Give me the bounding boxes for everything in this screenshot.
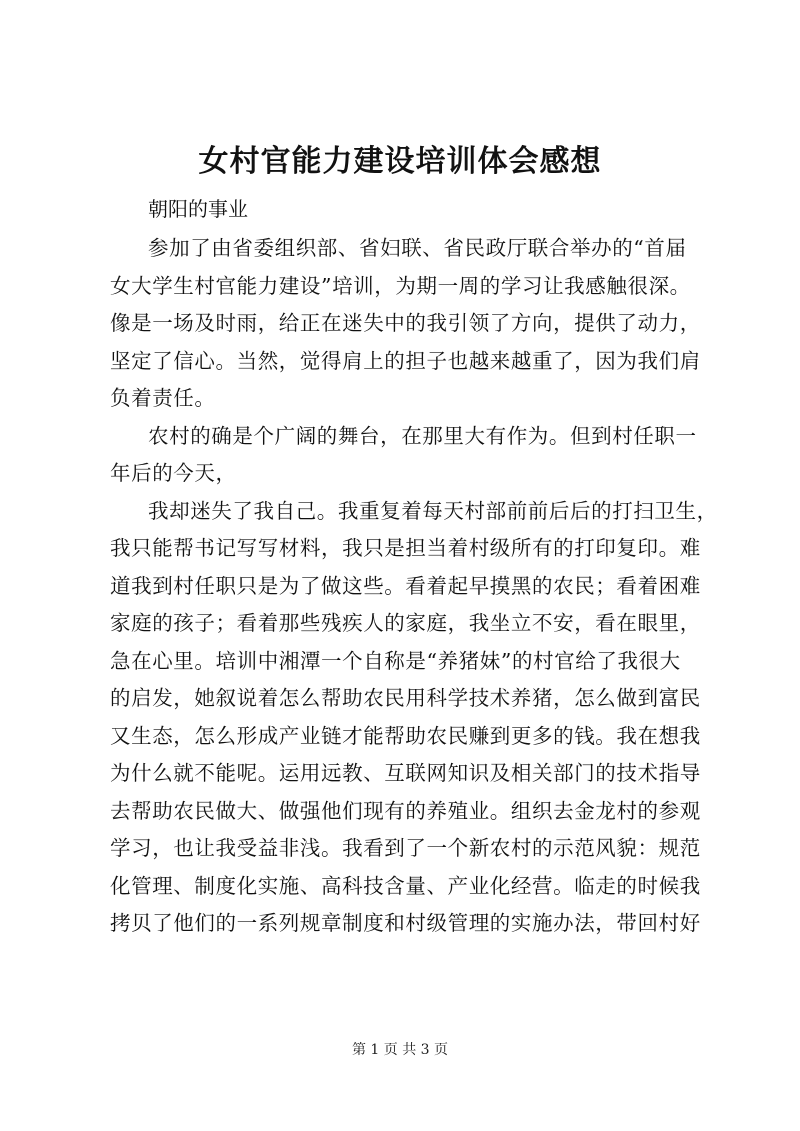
body-line: 参加了由省委组织部、省妇联、省民政厅联合举办的“首届	[148, 236, 687, 260]
body-line: 家庭的孩子；看着那些残疾人的家庭，我坐立不安，看在眼里，	[110, 611, 701, 635]
body-line: 拷贝了他们的一系列规章制度和村级管理的实施办法，带回村好	[110, 911, 701, 935]
page-footer: 第 1 页 共 3 页	[351, 1042, 449, 1058]
body-line: 又生态，怎么形成产业链才能帮助农民赚到更多的钱。我在想我	[110, 723, 701, 748]
body-line: 我却迷失了我自己。我重复着每天村部前前后后的打扫卫生，	[148, 498, 718, 523]
body-line: 我只能帮书记写写材料，我只是担当着村级所有的打印复印。难	[110, 536, 701, 560]
body-line: 的启发，她叙说着怎么帮助农民用科学技术养猪，怎么做到富民	[110, 686, 701, 710]
body-line: 年后的今天，	[110, 461, 237, 485]
body-line: 像是一场及时雨，给正在迷失中的我引领了方向，提供了动力，	[110, 311, 701, 335]
body-line: 农村的确是个广阔的舞台，在那里大有作为。但到村任职一	[148, 423, 697, 448]
body-line: 坚定了信心。当然，觉得肩上的担子也越来越重了，因为我们肩	[110, 348, 701, 373]
body-line: 急在心里。培训中湘潭一个自称是“养猪妹”的村官给了我很大	[110, 648, 681, 673]
body-line: 去帮助农民做大、做强他们现有的养殖业。组织去金龙村的参观	[110, 798, 701, 823]
body-line: 道我到村任职只是为了做这些。看着起早摸黑的农民；看着困难	[110, 573, 701, 598]
body-line: 女大学生村官能力建设”培训，为期一周的学习让我感触很深。	[110, 273, 691, 298]
body-line: 化管理、制度化实施、高科技含量、产业化经营。临走的时候我	[110, 873, 701, 898]
body-line: 学习，也让我受益非浅。我看到了一个新农村的示范风貌：规范	[110, 836, 701, 860]
body-line: 负着责任。	[110, 386, 216, 410]
body-line: 为什么就不能呢。运用远教、互联网知识及相关部门的技术指导	[110, 761, 701, 785]
document-title: 女村官能力建设培训体会感想	[198, 144, 602, 179]
body-text	[110, 230, 720, 943]
author-line: 朝阳的事业	[148, 197, 248, 221]
